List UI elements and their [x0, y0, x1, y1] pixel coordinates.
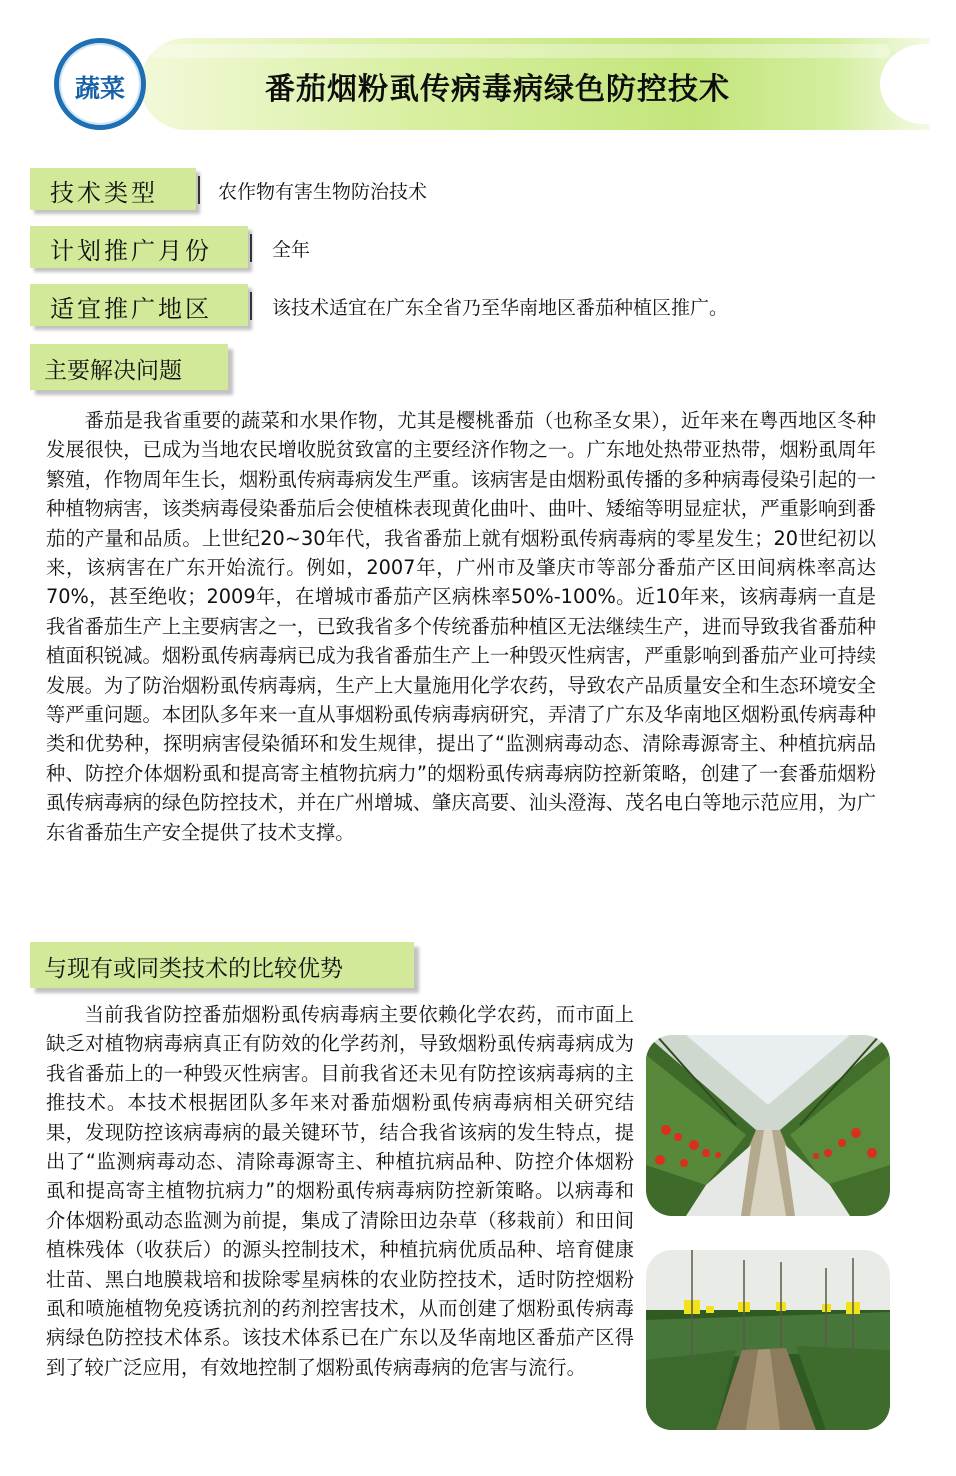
section-heading-advantages: 与现有或同类技术的比较优势	[30, 942, 414, 988]
promotion-month-value: 全年	[272, 239, 311, 261]
section-heading-problems: 主要解决问题	[30, 344, 228, 390]
tech-type-tag	[30, 168, 196, 210]
tech-type-value: 农作物有害生物防治技术	[218, 181, 428, 203]
yellow-trap-field-photo	[646, 1250, 890, 1430]
section-text-problems: 番茄是我省重要的蔬菜和水果作物，尤其是樱桃番茄（也称圣女果），近年来在粤西地区冬种发展很快，已成为当地农民增收脱贫致富的主要经济作物之一。广东地处热带亚热带，烟粉虱周年繁殖，作物周年生长，烟粉虱传病毒病发生严重。该病害是由烟粉虱传播的多种病毒侵染引起的一种植物病害，该类病毒侵染番茄后会使植株表现黄化曲叶、曲叶、矮缩等明显症状，严重影响到番茄的产量和品质。上世纪20~30年代，我省番茄上就有烟粉虱传病毒病的零星发生；20世纪初以来，该病害在广东开始流行。例如，2007年，广州市及肇庆市等部分番茄产区田间病株率高达70%，甚至绝收；2009年，在增城市番茄产区病株率50%-100%。近10年来，该病毒病一直是我省番茄生产上主要病害之一，已致我省多个传统番茄种植区无法继续生产，进而导致我省番茄种植面积锐减。烟粉虱传病毒病已成为我省番茄生产上一种毁灭性病害，严重影响到番茄产业可持续发展。为了防治烟粉虱传病毒病，生产上大量施用化学农药，导致农产品质量安全和生态环境安全等严重问题。本团队多年来一直从事烟粉虱传病毒病研究，弄清了广东及华南地区烟粉虱传病毒种类和优势种，探明病害侵染循环和发生规律，提出了“监测病毒动态、清除毒源寄主、种植抗病品种、防控介体烟粉虱和提高寄主植物抗病力”的烟粉虱传病毒病防控新策略，创建了一套番茄烟粉虱传病毒病的绿色防控技术，并在广州增城、肇庆高要、汕头澄海、茂名电白等地示范应用，为广东省番茄生产安全提供了技术支撑。	[46, 409, 876, 844]
promotion-month-tag	[30, 226, 248, 268]
region-tag	[30, 284, 248, 326]
tech-type-label: 技术类型	[50, 179, 158, 207]
greenhouse-tomato-photo	[646, 1035, 890, 1216]
page-title: 番茄烟粉虱传病毒病绿色防控技术	[265, 72, 730, 107]
region-label: 适宜推广地区	[50, 295, 212, 323]
category-badge	[54, 38, 146, 130]
promotion-month-label: 计划推广月份	[50, 237, 212, 265]
category-label: 蔬菜	[74, 74, 125, 103]
region-value: 该技术适宜在广东全省乃至华南地区番茄种植区推广。	[272, 297, 729, 319]
section-text-advantages: 当前我省防控番茄烟粉虱传病毒病主要依赖化学农药，而市面上缺乏对植物病毒病真正有防效的化学药剂，导致烟粉虱传病毒病成为我省番茄上的一种毁灭性病害。目前我省还未见有防控该病毒病的主推技术。本技术根据团队多年来对番茄烟粉虱传病毒病相关研究结果，发现防控该病毒病的最关键环节，结合我省该病的发生特点，提出了“监测病毒动态、清除毒源寄主、种植抗病品种、防控介体烟粉虱和提高寄主植物抗病力”的烟粉虱传病毒病防控新策略。以病毒和介体烟粉虱动态监测为前提，集成了清除田边杂草（移栽前）和田间植株残体（收获后）的源头控制技术，种植抗病优质品种、培育健康壮苗、黑白地膜栽培和拔除零星病株的农业防控技术，适时防控烟粉虱和喷施植物免疫诱抗剂的药剂控害技术，从而创建了烟粉虱传病毒病绿色防控技术体系。该技术体系已在广东以及华南地区番茄产区得到了较广泛应用，有效地控制了烟粉虱传病毒病的危害与流行。	[46, 1003, 634, 1379]
